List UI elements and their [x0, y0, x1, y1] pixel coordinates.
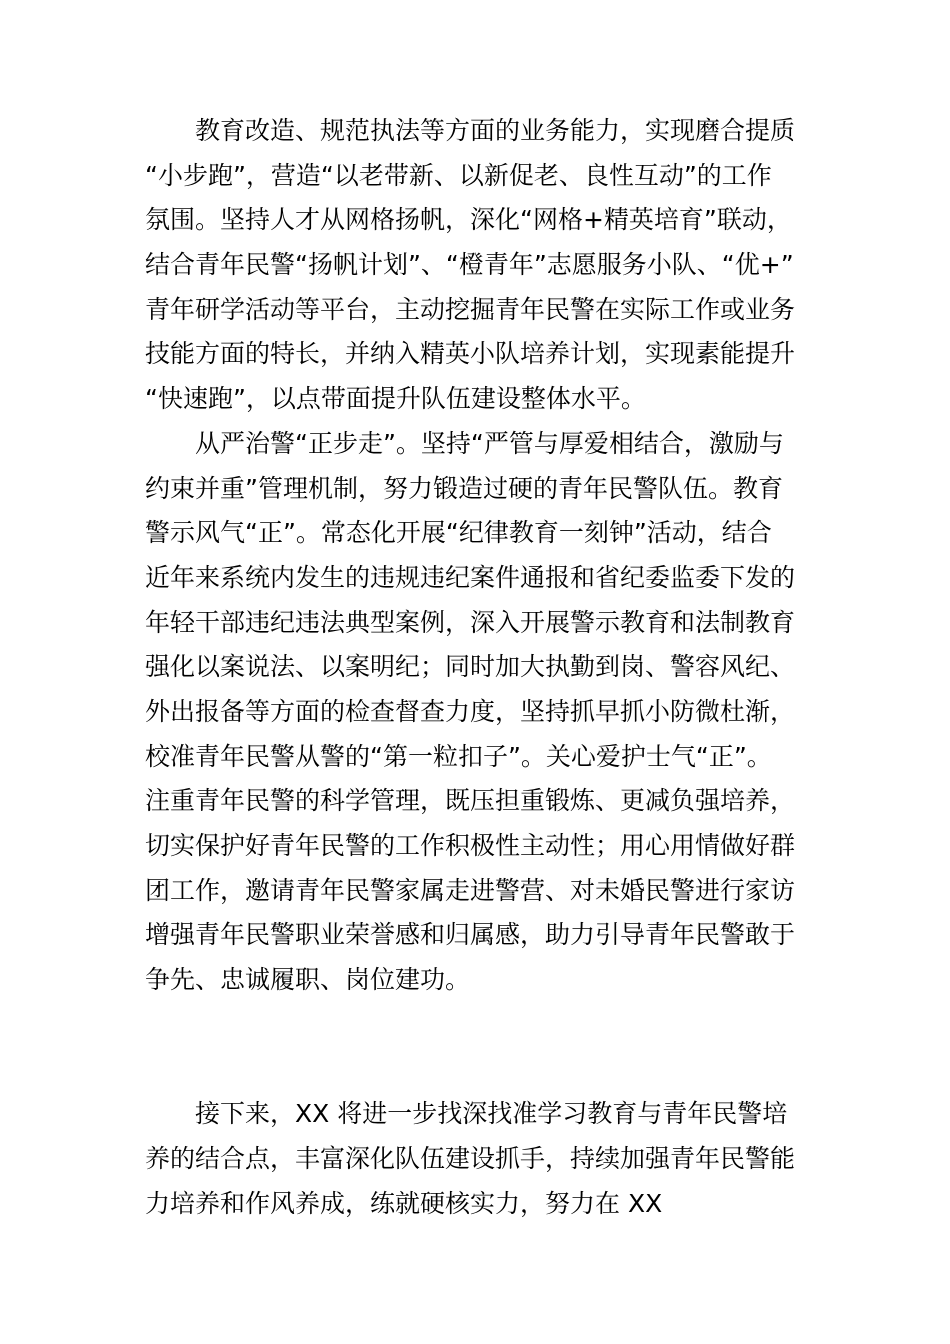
text-line: 近年来系统内发生的违规违纪案件通报和省纪委监委下发的 [145, 562, 796, 592]
text-line: 接下来，XX 将进一步找深找准学习教育与青年民警培 [195, 1099, 788, 1129]
text-line: 校准青年民警从警的“第一粒扣子”。关心爱护士气“正”。 [145, 741, 772, 771]
text-line: 注重青年民警的科学管理，既压担重锻炼、更减负强培养， [145, 786, 796, 816]
paragraph-2 [145, 422, 810, 1092]
text-line: 技能方面的特长，并纳入精英小队培养计划，实现素能提升 [145, 339, 796, 369]
text-line [145, 1047, 810, 1092]
text-line: 年轻干部违纪违法典型案例，深入开展警示教育和法制教育 [145, 607, 796, 637]
text-line: 外出报备等方面的检查督查力度，坚持抓早抓小防微杜渐， [145, 696, 796, 726]
text-line: 增强青年民警职业荣誉感和归属感，助力引导青年民警敢于 [145, 920, 796, 950]
text-line: 约束并重”管理机制，努力锻造过硬的青年民警队伍。教育 [145, 473, 783, 503]
text-line: 青年研学活动等平台，主动挖掘青年民警在实际工作或业务 [145, 294, 796, 324]
text-line: 氛围。坚持人才从网格扬帆，深化“网格+精英培育”联动， [145, 205, 792, 235]
text-line: 教育改造、规范执法等方面的业务能力，实现磨合提质 [195, 116, 796, 145]
text-line: 警示风气“正”。常态化开展“纪律教育一刻钟”活动，结合 [145, 518, 772, 548]
paragraph-3 [145, 1092, 810, 1226]
text-line: 力培养和作风养成，练就硬核实力，努力在 XX [145, 1188, 663, 1218]
text-line: 养的结合点，丰富深化队伍建设抓手，持续加强青年民警能 [145, 1143, 796, 1173]
text-line [145, 1003, 810, 1048]
text-line: 团工作，邀请青年民警家属走进警营、对未婚民警进行家访 [145, 875, 796, 905]
text-line: 切实保护好青年民警的工作积极性主动性；用心用情做好群 [145, 831, 796, 860]
text-line: 争先、忠诚履职、岗位建功。 [145, 965, 471, 995]
text-line: “快速跑”，以点带面提升队伍建设整体水平。 [145, 384, 646, 414]
paragraph-1 [145, 109, 810, 422]
text-line: 结合青年民警“扬帆计划”、“橙青年”志愿服务小队、“优+” [145, 250, 794, 280]
text-line: 强化以案说法、以案明纪；同时加大执勤到岗、警容风纪、 [145, 652, 796, 682]
document-body [145, 109, 810, 1226]
text-line: 从严治警“正步走”。坚持“严管与厚爱相结合，激励与 [195, 428, 784, 458]
text-line: “小步跑”，营造“以老带新、以新促老、良性互动”的工作 [145, 160, 772, 190]
